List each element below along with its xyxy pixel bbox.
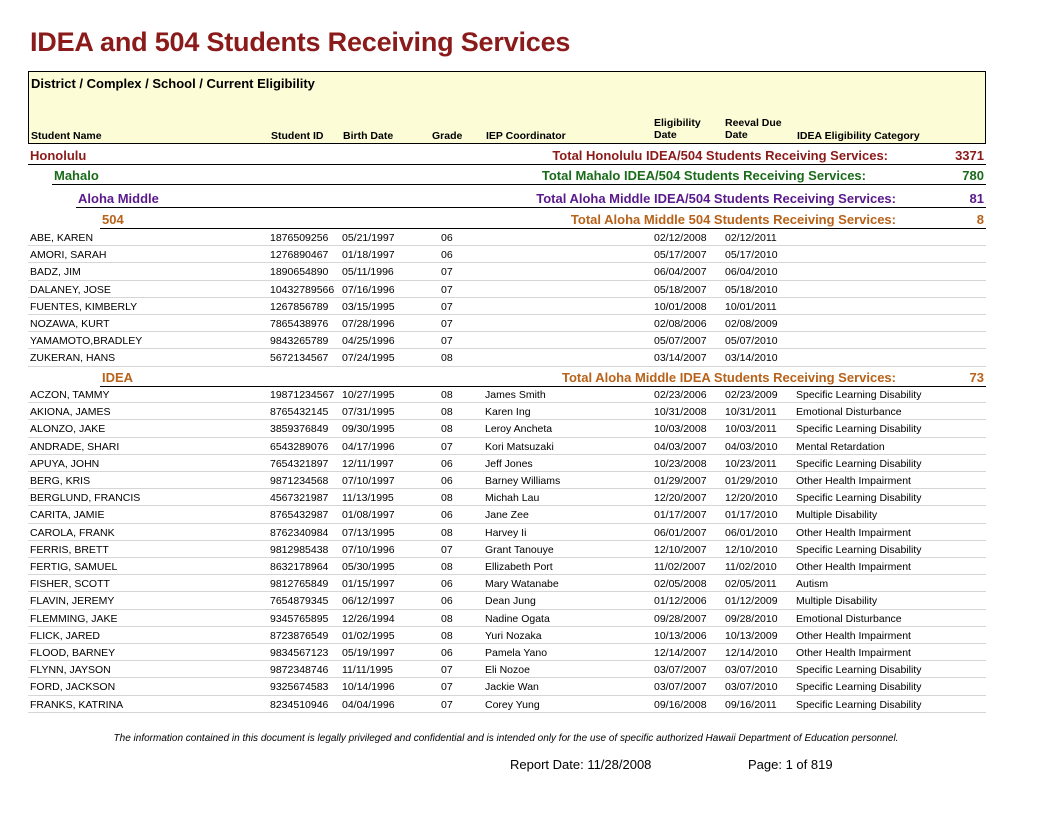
student-name: FLEMMING, JAKE	[30, 612, 118, 625]
eligibility-date: 05/18/2007	[654, 283, 707, 296]
eligibility-category: Other Health Impairment	[796, 475, 911, 487]
eligibility-category: Emotional Disturbance	[796, 612, 902, 625]
eligibility-category: Autism	[796, 578, 829, 591]
eligibility-date: 10/03/2008	[654, 423, 707, 436]
school-total-count: 81	[969, 191, 984, 206]
student-name: FLICK, JARED	[30, 629, 101, 642]
birth-date: 01/15/1997	[342, 578, 395, 591]
grade: 08	[441, 629, 453, 642]
section-504-row	[100, 209, 986, 229]
birth-date: 05/19/1997	[342, 647, 395, 659]
iep-coordinator: Jane Zee	[485, 509, 529, 522]
iep-coordinator: Ellizabeth Port	[485, 561, 553, 573]
reeval-date: 10/13/2009	[725, 629, 778, 642]
district-name: Honolulu	[30, 148, 87, 163]
complex-name: Mahalo	[54, 168, 99, 183]
student-name: FRANKS, KATRINA	[30, 698, 124, 711]
eligibility-date: 12/14/2007	[654, 647, 707, 659]
birth-date: 04/17/1996	[342, 440, 395, 453]
section-idea-total-label: Total Aloha Middle IDEA Students Receiving Services:	[562, 370, 896, 385]
table-row	[28, 661, 986, 678]
student-id: 1876509256	[270, 232, 329, 244]
grade: 07	[441, 664, 453, 677]
header-iep-coordinator: IEP Coordinator	[486, 130, 566, 142]
student-name: AMORI, SARAH	[30, 249, 107, 262]
iep-coordinator: James Smith	[485, 389, 546, 401]
reeval-date: 10/31/2011	[725, 406, 777, 419]
table-row	[28, 472, 986, 489]
grade: 06	[441, 578, 453, 591]
grade: 08	[441, 406, 453, 419]
birth-date: 06/12/1997	[342, 595, 395, 608]
birth-date: 07/10/1996	[342, 543, 395, 556]
student-name: ANDRADE, SHARI	[30, 440, 120, 453]
student-name: BADZ, JIM	[30, 266, 81, 279]
grade: 08	[441, 389, 453, 401]
birth-date: 07/28/1996	[342, 318, 395, 330]
grade: 07	[441, 335, 453, 348]
section-504-total-label: Total Aloha Middle 504 Students Receiving Services:	[570, 212, 896, 227]
eligibility-date: 10/31/2008	[654, 406, 707, 419]
eligibility-category: Specific Learning Disability	[796, 664, 922, 677]
iep-coordinator: Nadine Ogata	[485, 612, 550, 625]
grade: 06	[441, 232, 453, 244]
eligibility-date: 10/23/2008	[654, 457, 707, 470]
complex-total-count: 780	[962, 168, 984, 183]
student-name: ALONZO, JAKE	[30, 423, 106, 436]
birth-date: 10/27/1995	[342, 389, 395, 401]
eligibility-category: Mental Retardation	[796, 440, 885, 453]
student-name: AKIONA, JAMES	[30, 406, 111, 419]
reeval-date: 10/23/2011	[725, 457, 777, 470]
table-row	[28, 315, 986, 332]
student-name: ACZON, TAMMY	[30, 389, 110, 401]
grade: 06	[441, 475, 453, 487]
grade: 06	[441, 249, 453, 262]
student-name: FERTIG, SAMUEL	[30, 561, 118, 573]
birth-date: 07/16/1996	[342, 283, 395, 296]
table-row	[28, 627, 986, 644]
iep-coordinator: Mary Watanabe	[485, 578, 559, 591]
grade: 07	[441, 283, 453, 296]
table-row	[28, 644, 986, 661]
table-row	[28, 403, 986, 420]
table-row	[28, 541, 986, 558]
reeval-date: 01/29/2010	[725, 475, 778, 487]
iep-coordinator: Eli Nozoe	[485, 664, 530, 677]
student-id: 8762340984	[270, 526, 329, 539]
birth-date: 07/24/1995	[342, 352, 395, 365]
eligibility-date: 12/20/2007	[654, 492, 707, 505]
reeval-date: 02/12/2011	[725, 232, 777, 244]
student-id: 9843265789	[270, 335, 329, 348]
student-name: FUENTES, KIMBERLY	[30, 300, 138, 313]
birth-date: 01/02/1995	[342, 629, 395, 642]
student-name: FORD, JACKSON	[30, 681, 116, 694]
student-name: FLYNN, JAYSON	[30, 664, 111, 677]
student-id: 9871234568	[270, 475, 329, 487]
eligibility-date: 10/01/2008	[654, 300, 707, 313]
eligibility-date: 03/14/2007	[654, 352, 707, 365]
eligibility-category: Specific Learning Disability	[796, 698, 922, 711]
eligibility-category: Other Health Impairment	[796, 647, 911, 659]
table-row	[28, 349, 986, 366]
eligibility-category: Specific Learning Disability	[796, 681, 922, 694]
table-row	[28, 263, 986, 280]
iep-coordinator: Corey Yung	[485, 698, 540, 711]
complex-total-label: Total Mahalo IDEA/504 Students Receiving Services:	[541, 168, 866, 183]
student-id: 7654879345	[270, 595, 329, 608]
reeval-date: 06/01/2010	[725, 526, 778, 539]
eligibility-date: 02/23/2006	[654, 389, 707, 401]
birth-date: 12/26/1994	[342, 612, 395, 625]
table-row	[28, 558, 986, 575]
student-id: 19871234567	[270, 389, 335, 401]
eligibility-category: Other Health Impairment	[796, 526, 911, 539]
section-504-total-count: 8	[976, 212, 984, 227]
table-row	[28, 610, 986, 627]
grade: 07	[441, 681, 453, 694]
student-name: ZUKERAN, HANS	[30, 352, 116, 365]
reeval-date: 05/18/2010	[725, 283, 778, 296]
header-student-id: Student ID	[271, 130, 324, 142]
reeval-date: 09/16/2011	[725, 698, 777, 711]
student-id: 7654321897	[270, 457, 329, 470]
section-idea-total-count: 73	[969, 370, 984, 385]
table-row	[28, 438, 986, 455]
student-name: APUYA, JOHN	[30, 457, 100, 470]
student-name: FERRIS, BRETT	[30, 543, 109, 556]
reeval-date: 11/02/2010	[725, 561, 777, 573]
birth-date: 11/11/1995	[342, 664, 393, 677]
table-row	[28, 575, 986, 592]
iep-coordinator: Jackie Wan	[485, 681, 539, 694]
iep-coordinator: Harvey Ii	[485, 526, 527, 539]
student-id: 1267856789	[270, 300, 329, 313]
iep-coordinator: Michah Lau	[485, 492, 540, 505]
table-row	[28, 281, 986, 298]
section-idea-name: IDEA	[102, 370, 134, 385]
student-id: 10432789566	[270, 283, 335, 296]
student-name: ABE, KAREN	[30, 232, 94, 244]
header-eligibility-category: IDEA Eligibility Category	[797, 130, 920, 142]
birth-date: 01/18/1997	[342, 249, 395, 262]
reeval-date: 03/07/2010	[725, 664, 778, 677]
eligibility-category: Other Health Impairment	[796, 561, 911, 573]
birth-date: 12/11/1997	[342, 457, 394, 470]
grade: 08	[441, 423, 453, 436]
table-row	[28, 420, 986, 437]
eligibility-category: Specific Learning Disability	[796, 389, 922, 401]
eligibility-category: Specific Learning Disability	[796, 457, 922, 470]
eligibility-date: 01/17/2007	[654, 509, 707, 522]
eligibility-date: 09/16/2008	[654, 698, 707, 711]
eligibility-category: Multiple Disability	[796, 595, 878, 608]
header-grade: Grade	[432, 130, 463, 142]
student-id: 8765432987	[270, 509, 329, 522]
student-name: FLAVIN, JEREMY	[30, 595, 115, 608]
grade: 07	[441, 300, 453, 313]
iep-coordinator: Kori Matsuzaki	[485, 440, 554, 453]
grade: 07	[441, 440, 453, 453]
table-row	[28, 246, 986, 263]
page-number: Page: 1 of 819	[748, 757, 833, 772]
table-row	[28, 229, 986, 246]
student-name: FLOOD, BARNEY	[30, 647, 116, 659]
eligibility-date: 02/08/2006	[654, 318, 707, 330]
eligibility-date: 10/13/2006	[654, 629, 707, 642]
header-student-name: Student Name	[31, 130, 102, 142]
reeval-date: 04/03/2010	[725, 440, 778, 453]
reeval-date: 03/14/2010	[725, 352, 778, 365]
birth-date: 05/30/1995	[342, 561, 395, 573]
iep-coordinator: Dean Jung	[485, 595, 536, 608]
table-row	[28, 678, 986, 695]
grade: 08	[441, 526, 453, 539]
birth-date: 01/08/1997	[342, 509, 395, 522]
school-group-row	[76, 188, 986, 208]
student-name: DALANEY, JOSE	[30, 283, 111, 296]
birth-date: 07/10/1997	[342, 475, 395, 487]
eligibility-date: 03/07/2007	[654, 681, 707, 694]
eligibility-date: 01/29/2007	[654, 475, 707, 487]
grade: 07	[441, 266, 453, 279]
student-name: NOZAWA, KURT	[30, 318, 110, 330]
reeval-date: 12/20/2010	[725, 492, 778, 505]
column-header-box	[28, 71, 986, 144]
school-total-label: Total Aloha Middle IDEA/504 Students Receiving Services:	[536, 191, 896, 206]
table-row	[28, 298, 986, 315]
reeval-date: 01/12/2009	[725, 595, 778, 608]
birth-date: 03/15/1995	[342, 300, 395, 313]
reeval-date: 05/17/2010	[725, 249, 778, 262]
student-id: 1276890467	[270, 249, 329, 262]
eligibility-date: 03/07/2007	[654, 664, 707, 677]
birth-date: 04/25/1996	[342, 335, 395, 348]
student-id: 9812985438	[270, 543, 329, 556]
birth-date: 09/30/1995	[342, 423, 395, 436]
birth-date: 11/13/1995	[342, 492, 394, 505]
eligibility-category: Specific Learning Disability	[796, 543, 922, 556]
eligibility-date: 05/17/2007	[654, 249, 707, 262]
table-row	[28, 386, 986, 403]
table-row	[28, 592, 986, 609]
reeval-date: 02/08/2009	[725, 318, 778, 330]
report-title: IDEA and 504 Students Receiving Services	[30, 27, 571, 57]
eligibility-date: 11/02/2007	[654, 561, 706, 573]
section-504-name: 504	[102, 212, 124, 227]
iep-coordinator: Yuri Nozaka	[485, 629, 542, 642]
grade: 07	[441, 543, 453, 556]
eligibility-date: 05/07/2007	[654, 335, 707, 348]
student-name: YAMAMOTO,BRADLEY	[30, 335, 143, 348]
section-idea-row	[100, 367, 986, 387]
reeval-date: 12/10/2010	[725, 543, 778, 556]
student-id: 6543289076	[270, 440, 329, 453]
student-id: 5672134567	[270, 352, 329, 365]
grade: 07	[441, 318, 453, 330]
table-row	[28, 455, 986, 472]
birth-date: 07/31/1995	[342, 406, 395, 419]
confidentiality-note: The information contained in this document is legally privileged and confidential and is intended only for the use of specific authorized Hawaii Department of Education personnel.	[113, 733, 899, 744]
student-id: 8765432145	[270, 406, 329, 419]
birth-date: 05/11/1996	[342, 266, 394, 279]
student-name: BERGLUND, FRANCIS	[30, 492, 141, 505]
header-eligibility-date-line2: Date	[654, 129, 677, 141]
student-id: 9834567123	[270, 647, 329, 659]
grade: 06	[441, 457, 453, 470]
table-row	[28, 506, 986, 523]
header-reeval-date-line2: Date	[725, 129, 748, 141]
reeval-date: 02/23/2009	[725, 389, 778, 401]
hierarchy-label: District / Complex / School / Current Eligibility	[31, 76, 315, 91]
student-name: CAROLA, FRANK	[30, 526, 115, 539]
iep-coordinator: Jeff Jones	[485, 457, 533, 470]
eligibility-date: 02/12/2008	[654, 232, 707, 244]
grade: 06	[441, 509, 453, 522]
report-date: Report Date: 11/28/2008	[510, 757, 652, 772]
reeval-date: 10/03/2011	[725, 423, 777, 436]
grade: 08	[441, 352, 453, 365]
district-group-row	[28, 145, 986, 165]
table-row	[28, 696, 986, 713]
school-name: Aloha Middle	[78, 191, 159, 206]
eligibility-date: 12/10/2007	[654, 543, 707, 556]
eligibility-category: Emotional Disturbance	[796, 406, 902, 419]
student-id: 4567321987	[270, 492, 329, 505]
eligibility-date: 06/01/2007	[654, 526, 707, 539]
eligibility-category: Specific Learning Disability	[796, 492, 922, 505]
eligibility-category: Other Health Impairment	[796, 629, 911, 642]
student-id: 8234510946	[270, 698, 329, 711]
table-row	[28, 489, 986, 506]
header-reeval-date-line1: Reeval Due	[725, 117, 782, 129]
student-name: BERG, KRIS	[30, 475, 91, 487]
reeval-date: 06/04/2010	[725, 266, 778, 279]
complex-group-row	[52, 165, 986, 185]
grade: 08	[441, 612, 453, 625]
student-id: 1890654890	[270, 266, 329, 279]
student-id: 9325674583	[270, 681, 329, 694]
student-id: 9872348746	[270, 664, 329, 677]
district-total-count: 3371	[955, 148, 984, 163]
student-id: 3859376849	[270, 423, 329, 436]
student-id: 8723876549	[270, 629, 329, 642]
eligibility-category: Multiple Disability	[796, 509, 878, 522]
eligibility-date: 09/28/2007	[654, 612, 707, 625]
reeval-date: 01/17/2010	[725, 509, 778, 522]
eligibility-category: Specific Learning Disability	[796, 423, 922, 436]
reeval-date: 10/01/2011	[725, 300, 777, 313]
student-name: CARITA, JAMIE	[30, 509, 105, 522]
birth-date: 10/14/1996	[342, 681, 395, 694]
birth-date: 05/21/1997	[342, 232, 395, 244]
header-birth-date: Birth Date	[343, 130, 394, 142]
iep-coordinator: Barney Williams	[485, 475, 561, 487]
grade: 06	[441, 647, 453, 659]
grade: 08	[441, 561, 453, 573]
birth-date: 07/13/1995	[342, 526, 395, 539]
reeval-date: 12/14/2010	[725, 647, 778, 659]
header-eligibility-date-line1: Eligibility	[654, 117, 701, 129]
student-id: 9345765895	[270, 612, 329, 625]
eligibility-date: 01/12/2006	[654, 595, 707, 608]
iep-coordinator: Grant Tanouye	[485, 543, 554, 556]
eligibility-date: 02/05/2008	[654, 578, 707, 591]
reeval-date: 09/28/2010	[725, 612, 778, 625]
student-name: FISHER, SCOTT	[30, 578, 110, 591]
birth-date: 04/04/1996	[342, 698, 395, 711]
eligibility-date: 04/03/2007	[654, 440, 707, 453]
table-row	[28, 332, 986, 349]
iep-coordinator: Karen Ing	[485, 406, 531, 419]
eligibility-date: 06/04/2007	[654, 266, 707, 279]
grade: 08	[441, 492, 453, 505]
iep-coordinator: Leroy Ancheta	[485, 423, 553, 436]
iep-coordinator: Pamela Yano	[485, 647, 548, 659]
reeval-date: 03/07/2010	[725, 681, 778, 694]
grade: 06	[441, 595, 453, 608]
table-row	[28, 524, 986, 541]
reeval-date: 02/05/2011	[725, 578, 777, 591]
student-id: 7865438976	[270, 318, 329, 330]
district-total-label: Total Honolulu IDEA/504 Students Receiving Services:	[552, 148, 888, 163]
student-id: 9812765849	[270, 578, 329, 591]
student-id: 8632178964	[270, 561, 329, 573]
grade: 07	[441, 698, 453, 711]
reeval-date: 05/07/2010	[725, 335, 778, 348]
